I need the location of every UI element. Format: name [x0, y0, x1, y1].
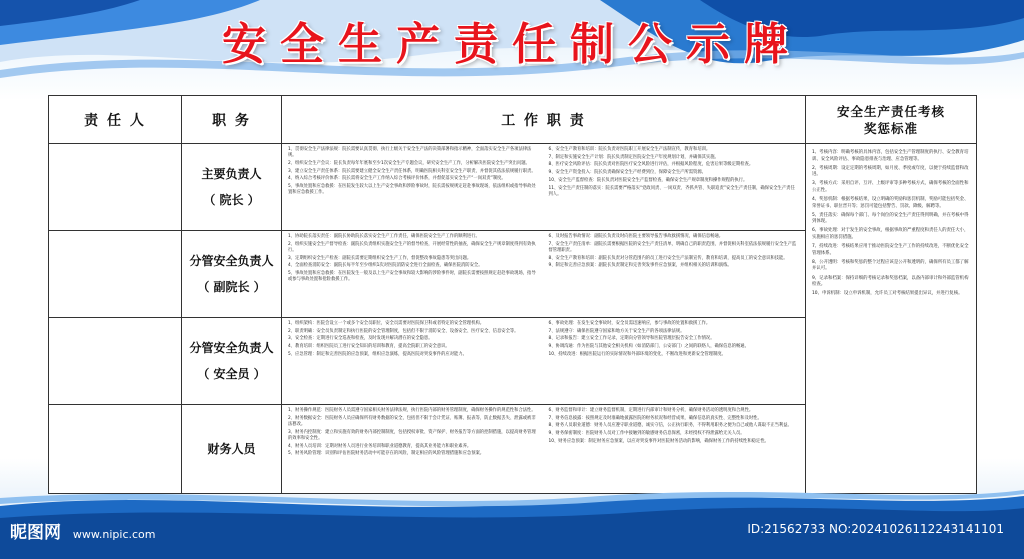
duty-item: 5、事故处置和应急救援：在医院发生一般及以上生产安全事故和较大影响的涉险事件时，副院长需要按照规定赶赴事故现场，指导或参与事故处置和抢险救援工作。: [288, 271, 536, 283]
duty-item: 8、财务人员职业道德：财务人员应遵守职业道德，诚实守信，公正执行职务，不得利用职务之便为自己或他人谋取不正当利益。: [548, 423, 792, 429]
duty-item: 6、事故处理：在发生安全事故时，安全员需迅速响应，参与事故的处置和救援工作。: [548, 321, 711, 326]
standard-item: 4、奖惩机制：根据考核结果，设立明确的奖励和惩罚机制，奖励可能包括奖金、荣誉证书、职位晋升等；惩罚可能包括警告、罚款、降级、解聘等。: [812, 197, 969, 209]
standard-item: 10、申诉机制：设立申诉机制，允许员工对考核结果提出异议，并进行复核。: [812, 291, 963, 297]
duties-column-right: [549, 321, 800, 360]
duties-column-right: [549, 147, 800, 199]
watermark-url: www.nipic.com: [72, 528, 156, 541]
role-subtitle: （ 副院长 ）: [197, 280, 266, 294]
role-subtitle: （ 院长 ）: [203, 193, 260, 207]
responsible-cell: [49, 231, 182, 318]
duty-item: 4、全面检查消防安全：副院长每半年至少组织1次对医院消防安全进行全面检查，确保医院消防安全。: [288, 263, 483, 269]
responsibility-table: [48, 95, 977, 494]
duty-item: 7、财务信息披露：按照规定及时准确地披露医院的财务状况和经营成果，确保信息的真实性、完整性和及时性。: [548, 415, 762, 421]
duty-item: 4、纳入综合考核评价体系：院长需将安全生产工作纳入综合考核评价体系，并督促落实安全生产“一岗双责”制度。: [288, 176, 506, 182]
duties-column-right: [549, 234, 800, 285]
duties-cell: [282, 144, 806, 231]
duties-column-left: [288, 234, 539, 285]
header-duties: 工 作 职 责: [282, 96, 806, 144]
duty-item: 9、制定和完善应急预案：副院长负责制定和完善突发事件应急预案，并组织相关的培训和演练。: [548, 263, 732, 269]
standard-item: 1、考核内容：明确考核的具体内容，包括安全生产管理制度的执行、安全教育培训、安全风险评估、事故隐患排查与治理、应急管理等。: [812, 150, 969, 162]
duty-item: 7、制定和实施安全生产计划：院长负责制定医院安全生产年度规划计划，并确保其实施。: [548, 154, 719, 160]
standards-cell: [806, 144, 977, 494]
role-cell: [182, 144, 282, 231]
duty-item: 6、及时报告事故情况：副院长负责及时向医院主要领导报告事故救援情况，确保信息畅通。: [548, 234, 724, 239]
duty-item: 11、安全生产责任制的落实：院长需要严格落实“党政同责、一岗双责、齐抓共管、失职追责”安全生产责任制，确保安全生产责任到人。: [548, 185, 795, 197]
role-subtitle: （ 安全员 ）: [197, 367, 266, 381]
standard-item: 7、持续改进：考核结果应用于推动医院安全生产工作的持续改进，不断优化安全管理体系。: [812, 244, 969, 256]
duty-item: 10、财务应急预案：制定财务应急预案，以应对突发事件对医院财务活动的影响，确保财务工作的持续性和稳定性。: [548, 438, 769, 444]
role-title: 主要负责人: [201, 167, 262, 181]
duty-item: 6、安全生产教育和培训：院长负责对医院职工开展安全生产法制宣传，教育和培训。: [548, 147, 711, 152]
standard-item: 3、考核方式：采用自评、互评、上级评审等多种考核方式，确保考核的全面性和公正性。: [812, 181, 969, 193]
table-row: [49, 144, 977, 231]
role-title: 分管安全负责人: [189, 254, 274, 268]
duty-item: 3、财务内控制度：建立和实施有效的财务内部控制制度，包括授权审批、资产保护、财务报告等方面的控制措施，以提高财务管理的效率和安全性。: [288, 429, 536, 441]
duty-item: 2、组织安全生产会议：院长负责每年年底和至少1次安全生产专题会议，研究安全生产工作，分析解决医院安全生产突出问题。: [288, 160, 530, 166]
duty-item: 4、教育培训：组织医院员工进行安全知识的培训和教育，提高全院职工的安全意识。: [288, 344, 450, 350]
duty-item: 10、安全生产监督检查：院长负责对医院安全生产监督检查，确保安全生产规章制度和操作规程的执行。: [548, 177, 748, 183]
duty-item: 5、应急管理：制定和完善医院的应急预案，组织应急演练，提高医院对突发事件的应对能力。: [288, 351, 467, 357]
responsible-cell: [49, 405, 182, 494]
standard-item: 5、责任落实：确保每个部门、每个岗位的安全生产责任得到明确，并在考核中得到体现。: [812, 212, 969, 225]
duties-cell: [282, 231, 806, 318]
header-standard-line2: 奖惩标准: [863, 120, 918, 136]
duty-item: 1、财务操作规范：医院财务人员需遵守国家相关财务法律法规，执行医院内部的财务管理制度，确保财务操作的规范性和合法性。: [288, 408, 536, 413]
header-standard: [806, 96, 977, 144]
role-cell: [182, 318, 282, 405]
standard-item: 2、考核周期：设定定期的考核周期，如月度、季度或年度，以便于持续监督和改进。: [812, 165, 969, 178]
duty-item: 6、财务监督和审计：建立财务监督机制，定期进行内部审计和财务分析，确保财务活动的透明度和合规性。: [548, 408, 754, 413]
watermark-id: ID:21562733 NO:20241026112243141101: [747, 522, 1004, 536]
duty-item: 1、贯彻安全生产法律法规：院长需要认真贯彻、执行上级关于安全生产法的决策部署和指示精神，全面落实安全生产各项法律法规。: [288, 147, 532, 159]
duty-item: 9、安全生产资金投入：院长负责确保安全生产经费到位，保障安全生产所需资源。: [548, 170, 706, 176]
role-title: 分管安全负责人: [189, 341, 274, 355]
duty-item: 9、财务保密制度：医院财务人员对工作中接触到的敏感财务信息保密，未经授权不得泄露给无关人员。: [548, 431, 745, 437]
duty-item: 10、持续改进：根据医院运行的实际情况和外部环境的变化，不断改进和更新安全管理制度。: [548, 351, 726, 357]
duties-column-left: [288, 321, 539, 360]
duty-item: 4、财务人员培训：定期对财务人员进行业务培训和职业道德教育，提高其业务能力和职业素养。: [288, 443, 472, 449]
header-standard-line1: 安全生产责任考核: [836, 103, 945, 119]
duty-item: 5、财务风险管理：识别和评估医院财务活动中可能存在的风险，制定相应的风险管理措施和应急预案。: [288, 451, 485, 457]
duty-item: 1、协助院长落实责任：副院长协助院长落实安全生产工作责任，确保医院安全生产工作的顺利进行。: [288, 234, 480, 239]
duties-cell: [282, 318, 806, 405]
duties-column-left: [288, 408, 539, 459]
duty-item: 7、法规遵守：确保医院遵守国家和地方关于安全生产的各项法律法规。: [548, 328, 685, 334]
role-title: 财务人员: [207, 442, 256, 456]
duty-item: 1、组织架构：医院会设立一个或多个安全员职位，安全员需要对医院保卫科或者特定的安全管理机构。: [288, 321, 485, 326]
responsible-cell: [49, 144, 182, 231]
duty-item: 2、组织实施安全生产督导检查：副院长负责组织实施安全生产的督导检查，开展经常性的抽查，确保安全生产规章制度得到有效执行。: [288, 241, 536, 253]
duties-column-left: [288, 147, 539, 199]
duty-item: 8、安全生产教育和培训：副院长负责对分管范围内的员工进行安全生产法制宣传，教育和培训，提高员工的安全意识和技能。: [548, 255, 788, 261]
duty-item: 2、职责明确：安全员负责制定和执行医院的安全管理制度，包括但不限于消防安全、设备安全、医疗安全、信息安全等。: [288, 328, 519, 334]
duty-item: 3、定期组织安全生产检查：副院长需要定期组织安全生产工作，督促整改事故隐患等突出问题。: [288, 255, 472, 261]
duty-item: 9、协调沟通：作为医院与其他安全相关机构（如消防部门、公安部门）之间的联络人，确保信息的畅通。: [548, 344, 749, 350]
duty-item: 3、安全检查：定期进行安全巡查和检查，及时发现并解决潜在的安全隐患。: [288, 336, 433, 342]
duty-item: 3、建立安全生产责任体系：院长需要建立健全安全生产责任体系，明确医院相关科室安全生产职责，并督促其依法依规履行职责。: [288, 168, 536, 174]
duty-item: 5、事故处置和应急救援：在医院发生较大以上生产安全事故和涉险事故时，院长需按规规定赶赴事故现场，依法组织或指导事故处置和应急救援工作。: [288, 184, 536, 196]
header-position: 职 务: [182, 96, 282, 144]
standard-item: 8、公开透明：考核和奖惩的整个过程应该是公开和透明的，确保所有员工都了解并认可。: [812, 259, 969, 272]
duty-item: 2、财务数据安全：医院财务人员应确保所有财务数据的安全，包括但不限于会计凭证、账簿、报表等，防止数据丢失、泄露或被非法篡改。: [288, 415, 536, 427]
duty-item: 8、医疗安全风险评估：院长负责对医院医疗安全风险进行评估，并根据风险程度，危害后果等级定期检查。: [548, 162, 754, 168]
duties-cell: [282, 405, 806, 494]
duty-item: 7、安全生产责任清单：副院长需要根据医院的安全生产责任清单，明确自己的职责范围，并督促相关科室依法依规履行安全生产监督管理职责。: [548, 241, 797, 253]
board-title: 安全生产责任制公示牌: [222, 19, 802, 70]
standard-item: 6、事故处理：对于发生的安全事故，根据事故的严重程度和责任人的责任大小，实施相应的惩罚措施。: [812, 228, 969, 241]
responsible-cell: [49, 318, 182, 405]
watermark-logo: [10, 518, 156, 543]
header-responsible: 责 任 人: [49, 96, 182, 144]
duties-column-right: [549, 408, 800, 459]
standard-item: 9、记录和档案：保持详细的考核记录和奖惩档案，以备内部审计和外部监管机构检查。: [812, 275, 969, 288]
watermark-logo-text: 昵图网: [10, 523, 61, 543]
duty-item: 8、记录和报告：建立安全工作记录，定期向分管领导和医院管理层报告安全工作情况。: [548, 336, 715, 342]
role-cell: [182, 231, 282, 318]
role-cell: [182, 405, 282, 494]
